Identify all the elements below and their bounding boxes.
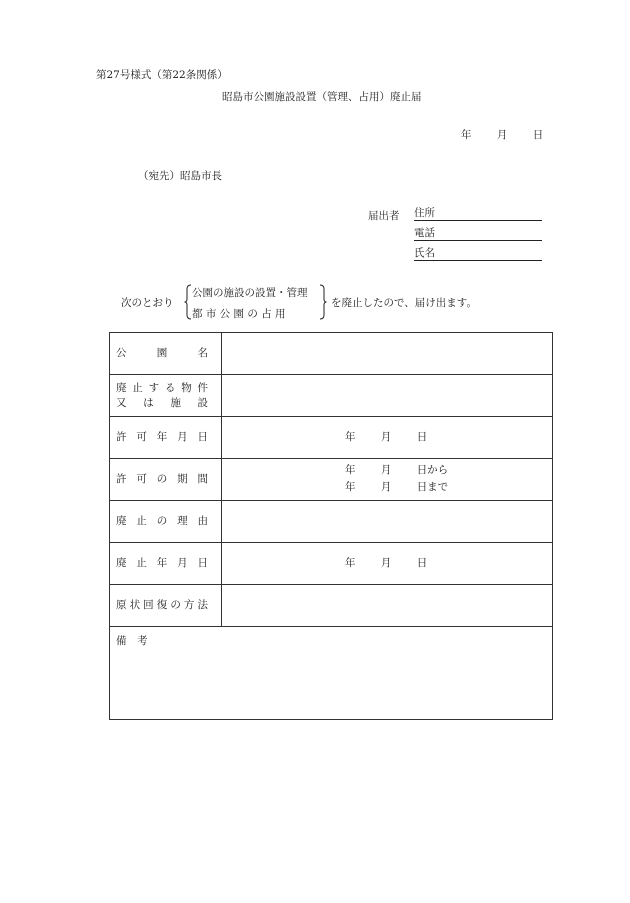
abolish-date-input[interactable] xyxy=(222,543,553,585)
abolish-reason-label-cell xyxy=(110,501,222,543)
form-number: 第27号様式（第22条関係） xyxy=(96,69,228,81)
period-from-year: 年 xyxy=(345,464,356,476)
row-park-name xyxy=(110,333,553,375)
permit-day: 日 xyxy=(416,431,428,443)
restore-method-input[interactable] xyxy=(222,585,553,627)
remarks-input[interactable] xyxy=(110,627,553,720)
name-field[interactable] xyxy=(414,246,542,261)
right-brace-icon xyxy=(319,284,327,320)
statement-suffix: を廃止したので、届け出ます。 xyxy=(331,297,477,309)
period-to-month: 月 xyxy=(380,481,392,493)
row-restore-method xyxy=(110,585,553,627)
option-occupation: 都 市 公 園 の 占 用 xyxy=(192,308,286,320)
park-name-input[interactable] xyxy=(222,333,553,375)
facility-input[interactable] xyxy=(222,375,553,417)
permit-date-label-cell xyxy=(110,417,222,459)
remarks-label: 備 考 xyxy=(116,635,148,647)
date-month: 月 xyxy=(496,129,508,141)
submission-date xyxy=(461,127,543,142)
phone-label: 電話 xyxy=(414,227,435,239)
left-brace-icon xyxy=(184,284,192,320)
applicant-label: 届出者 xyxy=(368,210,400,222)
permit-date-label: 許可年月日 xyxy=(116,431,208,443)
row-facility xyxy=(110,375,553,417)
permit-period-label-cell xyxy=(110,459,222,501)
address-field[interactable] xyxy=(414,206,542,221)
period-to-year: 年 xyxy=(345,481,356,493)
option-facility: 公園の施設の設置・管理 xyxy=(192,287,308,299)
form-title: 昭島市公園施設設置（管理、占用）廃止届 xyxy=(222,91,422,103)
restore-method-label: 原状回復の方法 xyxy=(116,599,208,611)
period-to-day: 日まで xyxy=(416,481,449,493)
row-abolish-reason xyxy=(110,501,553,543)
permit-month: 月 xyxy=(380,431,392,443)
phone-field[interactable] xyxy=(414,226,542,241)
period-from-month: 月 xyxy=(380,464,392,476)
permit-period-input[interactable] xyxy=(222,459,553,501)
row-remarks xyxy=(110,627,553,720)
period-from-day: 日から xyxy=(416,464,449,476)
park-name-label-cell xyxy=(110,333,222,375)
abolish-year: 年 xyxy=(345,557,356,569)
permit-period-label: 許可の期間 xyxy=(116,473,208,485)
abolition-form-table xyxy=(109,332,553,720)
row-permit-date xyxy=(110,417,553,459)
row-permit-period xyxy=(110,459,553,501)
permit-year: 年 xyxy=(345,431,356,443)
park-name-label: 公園名 xyxy=(116,347,208,359)
date-year: 年 xyxy=(461,129,472,141)
address-label: 住所 xyxy=(414,207,435,219)
abolish-reason-label: 廃止の理由 xyxy=(116,515,208,527)
facility-label-line1: 廃止する物件 xyxy=(116,381,208,394)
abolish-reason-input[interactable] xyxy=(222,501,553,543)
permit-date-input[interactable] xyxy=(222,417,553,459)
addressee: （宛先）昭島市長 xyxy=(138,170,222,182)
row-abolish-date xyxy=(110,543,553,585)
facility-label-line2: 又は施設 xyxy=(116,396,208,409)
abolish-date-label-cell xyxy=(110,543,222,585)
abolish-day: 日 xyxy=(416,557,428,569)
facility-label-cell xyxy=(110,375,222,417)
name-label: 氏名 xyxy=(414,247,435,259)
date-day: 日 xyxy=(532,129,544,141)
abolish-month: 月 xyxy=(380,557,392,569)
abolish-date-label: 廃止年月日 xyxy=(116,557,208,569)
restore-method-label-cell xyxy=(110,585,222,627)
statement-prefix: 次のとおり xyxy=(121,297,174,309)
